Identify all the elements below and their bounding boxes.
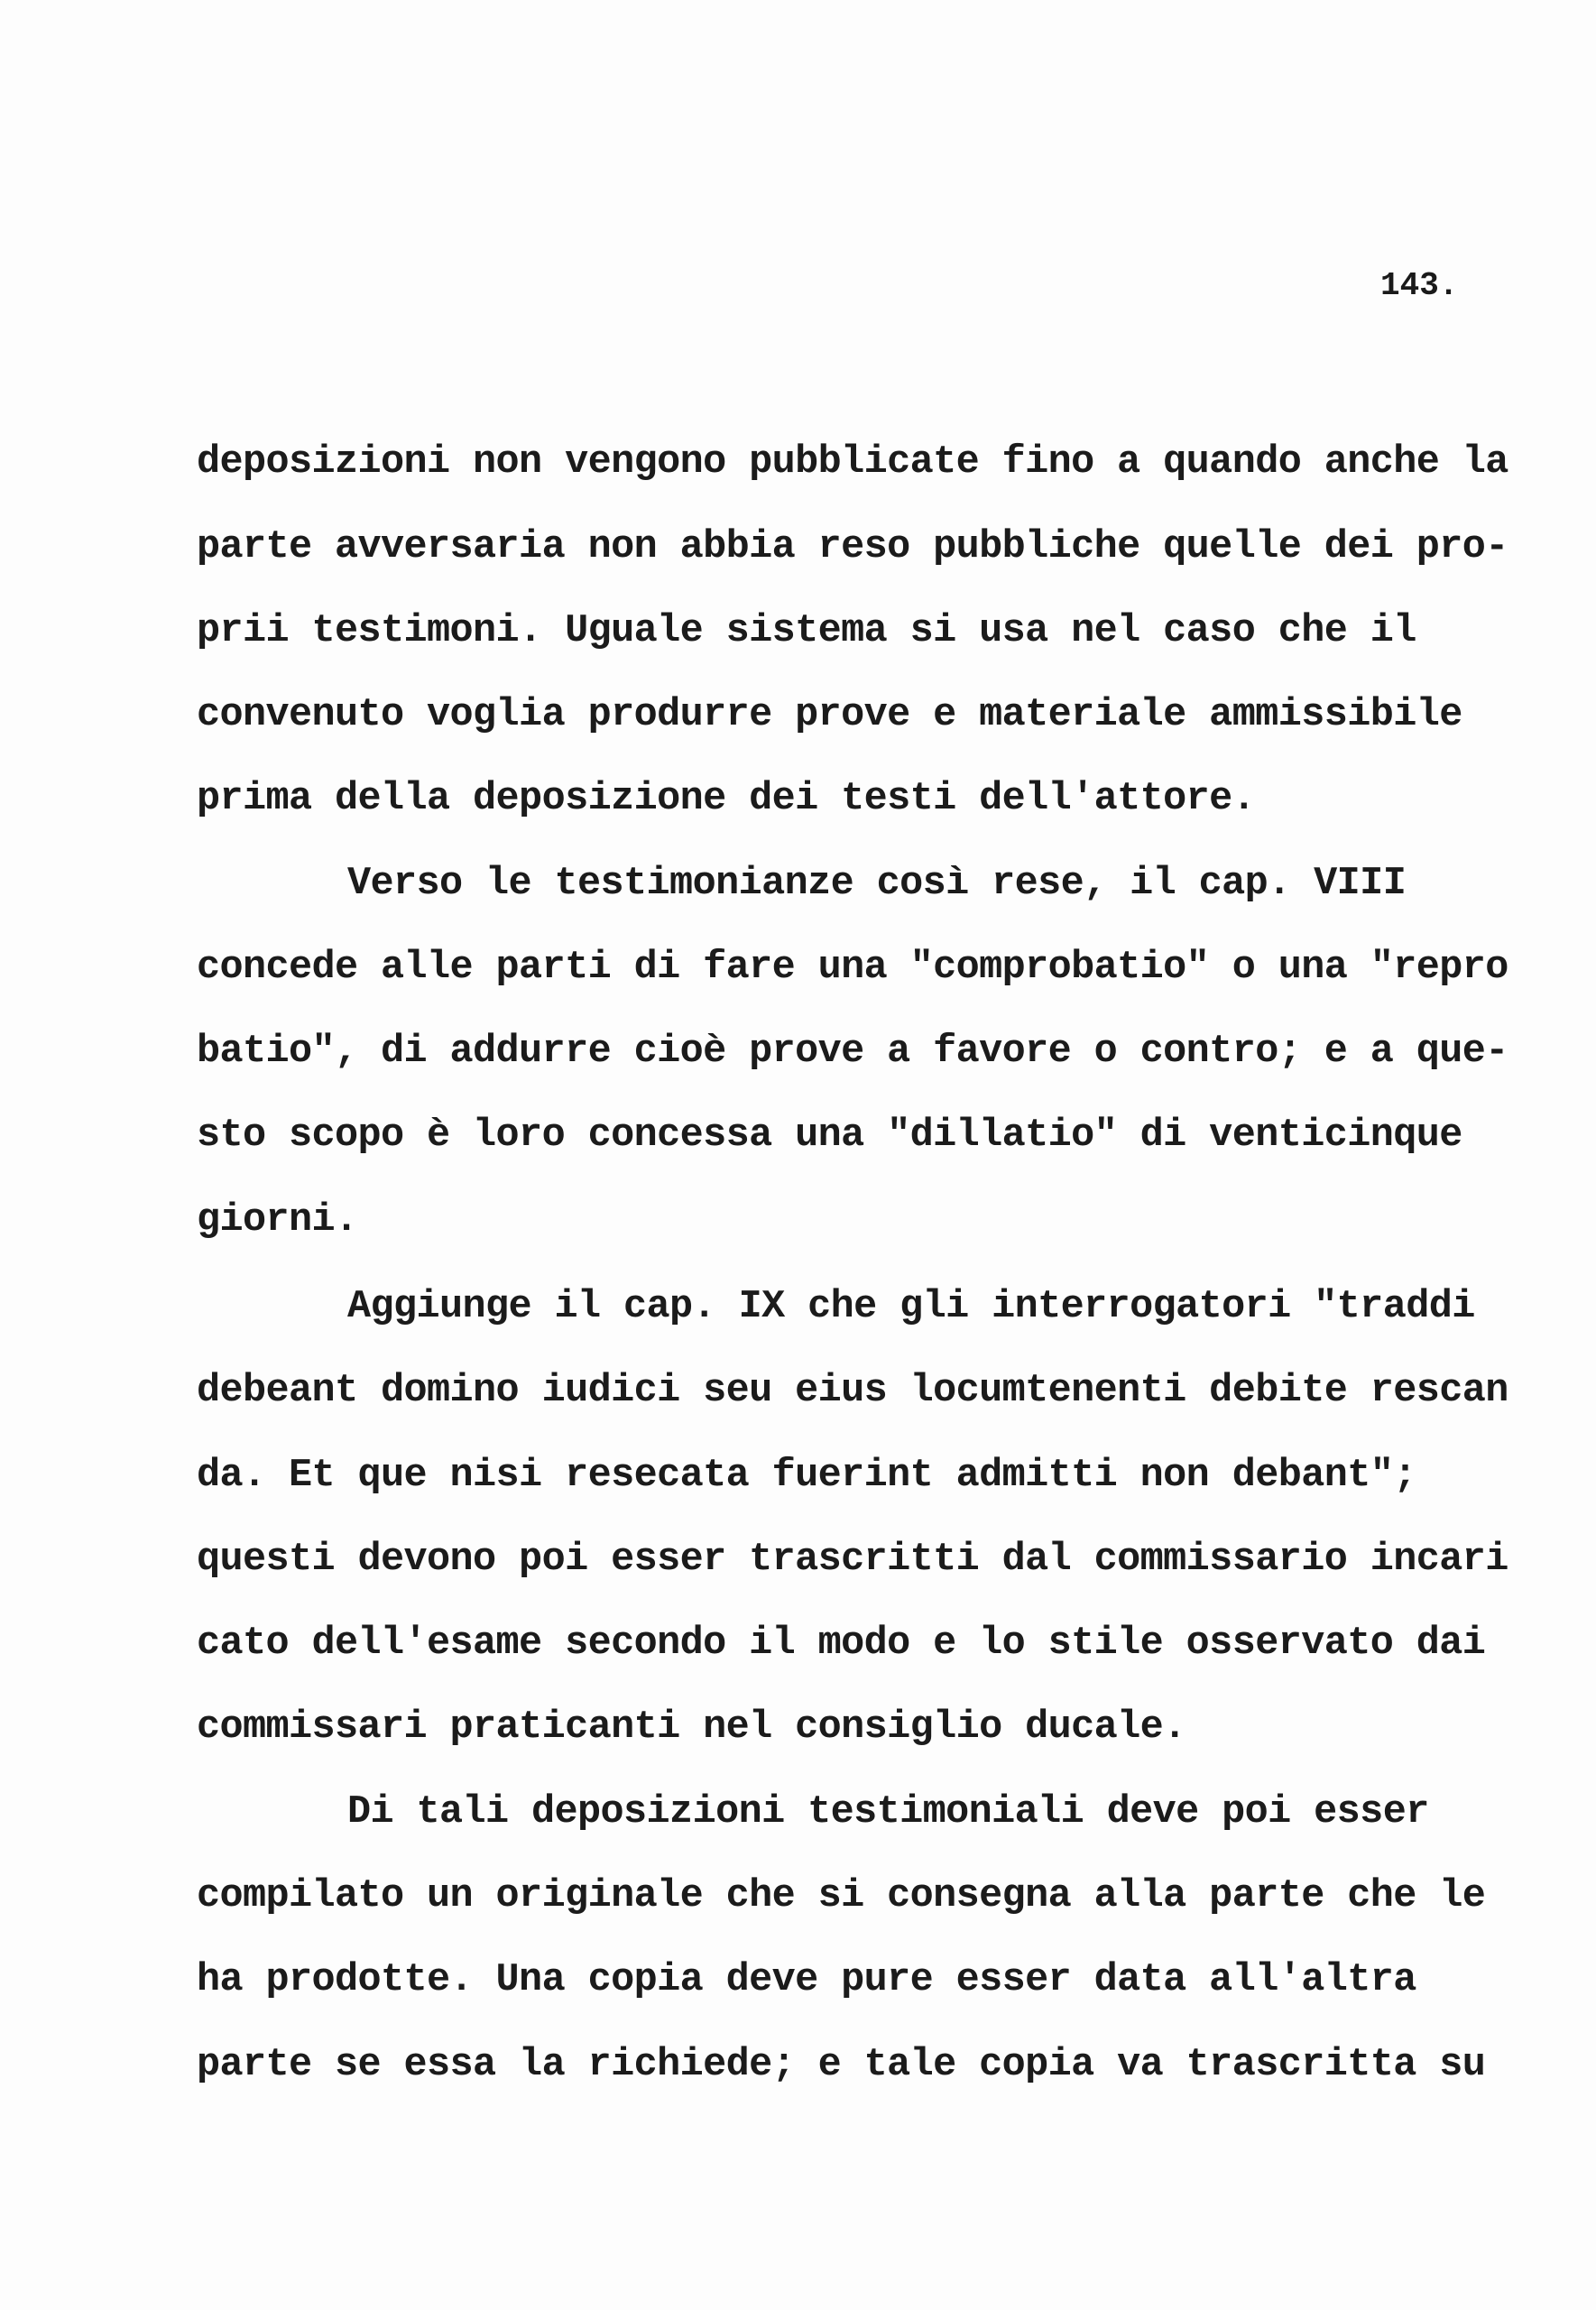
text-line: prima della deposizione dei testi dell'attore.	[197, 777, 1256, 821]
page-number: 143.	[1380, 267, 1459, 304]
text-line: questi devono poi esser trascritti dal commissario incari	[197, 1538, 1508, 1582]
paragraph-first-line: Di tali deposizioni testimoniali deve poi esser	[347, 1790, 1429, 1834]
text-line: prii testimoni. Uguale sistema si usa nel caso che il	[197, 609, 1416, 653]
text-line: deposizioni non vengono pubblicate fino a quando anche la	[197, 440, 1508, 485]
text-line: parte avversaria non abbia reso pubbliche quelle dei pro-	[197, 525, 1508, 569]
text-line: compilato un originale che si consegna alla parte che le	[197, 1874, 1486, 1918]
text-line: da. Et que nisi resecata fuerint admitti non debant";	[197, 1454, 1416, 1498]
text-line: concede alle parti di fare una "comprobatio" o una "repro	[197, 946, 1508, 990]
text-line: ha prodotte. Una copia deve pure esser data all'altra	[197, 1958, 1416, 2002]
text-line: debeant domino iudici seu eius locumtenenti debite rescan	[197, 1369, 1508, 1413]
text-line: batio", di addurre cioè prove a favore o contro; e a que-	[197, 1030, 1508, 1074]
text-line: giorni.	[197, 1198, 358, 1243]
text-line: cato dell'esame secondo il modo e lo stile osservato dai	[197, 1622, 1486, 1666]
paragraph-first-line: Verso le testimonianze così rese, il cap. VIII	[347, 862, 1407, 906]
text-line: convenuto voglia produrre prove e materiale ammissibile	[197, 693, 1462, 737]
text-line: parte se essa la richiede; e tale copia va trascritta su	[197, 2043, 1486, 2087]
text-line: sto scopo è loro concessa una "dillatio" di venticinque	[197, 1113, 1462, 1158]
paragraph-first-line: Aggiunge il cap. IX che gli interrogatori "traddi	[347, 1285, 1475, 1329]
text-line: commissari praticanti nel consiglio ducale.	[197, 1705, 1186, 1750]
